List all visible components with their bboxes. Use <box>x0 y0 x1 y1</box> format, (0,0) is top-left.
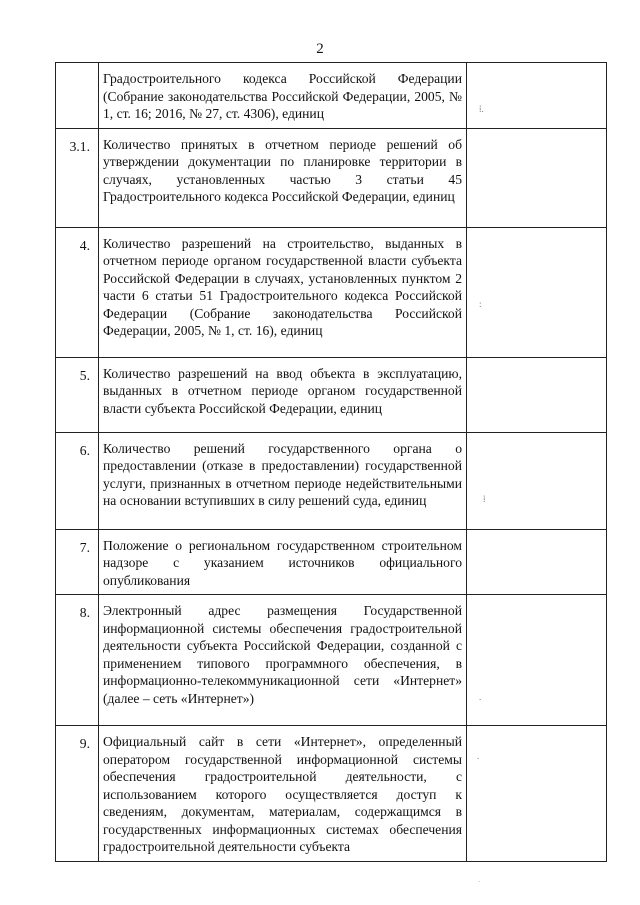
table-row <box>56 227 607 357</box>
row-description: Официальный сайт в сети «Интернет», определенный оператором государственной информационной системы обеспечения градостроительной деятельности, с использованием которого осуществляется доступ к сведениям, документам, материалам, содержащимся в государственных информационных системах обеспечения градостроительной деятельности субъекта <box>99 726 467 862</box>
row-description: Электронный адрес размещения Государственной информационной системы обеспечения градостроительной деятельности субъекта Российской Федерации, созданной с применением типового программного обеспечения, в информационно-телекоммуникационной сети «Интернет» (далее – сеть «Интернет») <box>99 595 467 726</box>
row-value-cell <box>467 529 607 595</box>
row-description: Количество решений государственного органа о предоставлении (отказе в предоставлении) государственной услуги, признанных в отчетном периоде недействительными на основании вступивших в силу решений суда, единиц <box>99 432 467 529</box>
row-value-cell <box>467 357 607 432</box>
table-row <box>56 63 607 129</box>
table-row <box>56 726 607 862</box>
scan-speck: · <box>478 878 481 886</box>
row-value-cell: . <box>467 726 607 862</box>
table-row <box>56 357 607 432</box>
row-number: 9. <box>56 726 99 862</box>
table-row <box>56 529 607 595</box>
page-number: 2 <box>316 41 324 57</box>
row-number: 3.1. <box>56 128 99 227</box>
row-description: Положение о региональном государственном строительном надзоре с указанием источников официального опубликования <box>99 529 467 595</box>
table-row <box>56 432 607 529</box>
table-row <box>56 595 607 726</box>
row-number: 5. <box>56 357 99 432</box>
row-description: Количество принятых в отчетном периоде решений об утверждении документации по планировке территории в случаях, установленных частью 3 статьи 45 Градостроительного кодекса Российской Федерации, единиц <box>99 128 467 227</box>
row-description: Количество разрешений на ввод объекта в эксплуатацию, выданных в отчетном периоде органом государственной власти субъекта Российской Федерации, единиц <box>99 357 467 432</box>
indicators-table <box>55 62 607 862</box>
row-value-cell: ⁞. <box>467 63 607 129</box>
row-description: Количество разрешений на строительство, выданных в отчетном периоде органом государственной власти субъекта Российской Федерации в случаях, установленных пунктом 2 части 6 статьи 51 Градостроительного кодекса Российской Федерации (Собрание законодательства Российской Федерации, 2005, № 1, ст. 16), единиц <box>99 227 467 357</box>
row-number: 6. <box>56 432 99 529</box>
row-number: 4. <box>56 227 99 357</box>
row-number <box>56 63 99 129</box>
table-row <box>56 128 607 227</box>
row-number: 7. <box>56 529 99 595</box>
row-value-cell <box>467 128 607 227</box>
row-value-cell: . <box>467 595 607 726</box>
row-description: Градостроительного кодекса Российской Федерации (Собрание законодательства Российской Федерации, 2005, № 1, ст. 16; 2016, № 27, ст. 4306), единиц <box>99 63 467 129</box>
row-number: 8. <box>56 595 99 726</box>
row-value-cell: ⁞ <box>467 432 607 529</box>
row-value-cell: : <box>467 227 607 357</box>
